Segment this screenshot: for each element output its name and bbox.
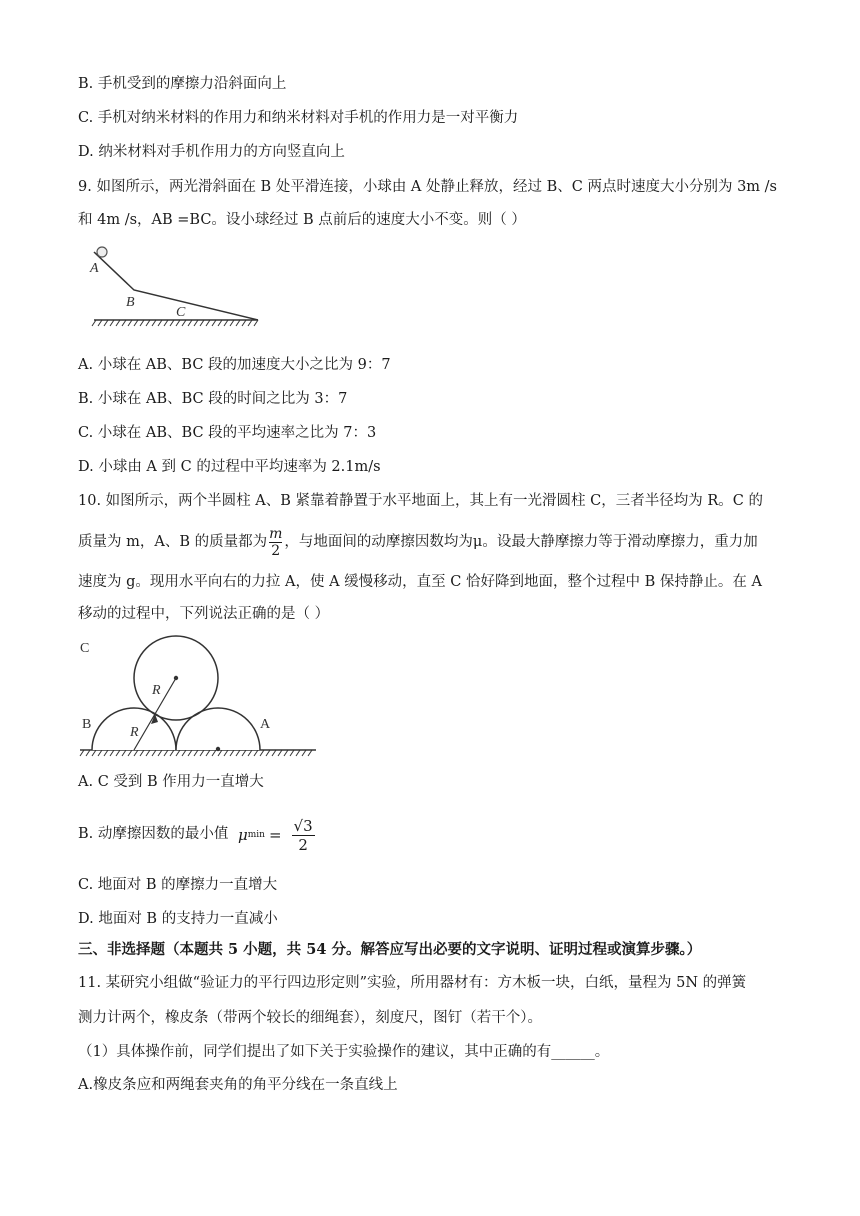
q10-option-b: B. 动摩擦因数的最小值 [78,826,229,842]
q9-option-d: D. 小球由 A 到 C 的过程中平均速率为 2.1m/s [78,459,381,475]
q10-stem-line3: 速度为 g。现用水平向右的力拉 A，使 A 缓慢移动，直至 C 恰好降到地面，整个过程中 B 保持静止。在 A [78,574,762,590]
q8-option-d: D. 纳米材料对手机作用力的方向竖直向上 [78,144,345,160]
sqrt-denominator: 2 [298,835,308,854]
ground-hatching [92,320,258,326]
q9-option-a: A. 小球在 AB、BC 段的加速度大小之比为 9：7 [78,357,391,373]
label-a: A [90,261,99,276]
label-b: B [82,717,92,732]
q10-stem-line1: 10. 如图所示，两个半圆柱 A、B 紧靠着静置于水平地面上，其上有一光滑圆柱 C，三者半径均为 R。C 的 [78,493,763,509]
q11-stem-line1: 11. 某研究小组做“验证力的平行四边形定则”实验，所用器材有：方木板一块，白纸，量程为 5N 的弹簧 [78,975,747,991]
q10-option-a: A. C 受到 B 作用力一直增大 [78,774,264,790]
sqrt-numerator: √3 [293,816,313,835]
label-a: A [260,717,271,732]
ground-hatching [80,750,312,756]
q9-stem-line2: 和 4m /s，AB =BC。设小球经过 B 点前后的速度大小不变。则（ ） [78,212,526,228]
q10-stem2-pre: 质量为 m，A、B 的质量都为 [78,534,268,550]
fraction-numerator: m [269,525,283,542]
label-c: C [176,305,186,320]
label-c: C [80,641,90,656]
q11-stem-line2: 测力计两个，橡皮条（带两个较长的细绳套），刻度尺，图钉（若干个）。 [78,1010,542,1026]
q10-stem2-post: ，与地面间的动摩擦因数均为μ。设最大静摩擦力等于滑动摩擦力，重力加 [284,534,758,550]
section3-heading: 三、非选择题（本题共 5 小题，共 54 分。解答应写出必要的文字说明、证明过程或演算步骤。） [78,941,702,958]
sqrt-fraction [292,817,315,854]
center-a-dot [216,747,220,751]
q10-option-c: C. 地面对 B 的摩擦力一直增大 [78,877,278,893]
q9-stem-line1: 9. 如图所示，两光滑斜面在 B 处平滑连接，小球由 A 处静止释放，经过 B、C 两点时速度大小分别为 3m /s [78,179,777,195]
label-b: B [126,295,135,310]
q9-incline-figure [80,240,270,335]
q9-option-c: C. 小球在 AB、BC 段的平均速率之比为 7：3 [78,425,377,441]
q8-option-b: B. 手机受到的摩擦力沿斜面向上 [78,76,287,92]
ball [97,247,107,257]
label-r-lower: R [130,725,139,740]
q8-option-c: C. 手机对纳米材料的作用力和纳米材料对手机的作用力是一对平衡力 [78,110,519,126]
q10-stem-line2 [78,520,790,564]
mu-subscript: min [247,830,265,840]
q10-option-d: D. 地面对 B 的支持力一直减小 [78,911,278,927]
equals-sign: = [268,826,282,844]
q10-cylinders-figure [74,632,324,762]
q11-option-a: A.橡皮条应和两绳套夹角的角平分线在一条直线上 [78,1077,398,1093]
q11-sub-question-1: （1）具体操作前，同学们提出了如下关于实验操作的建议，其中正确的有______。 [78,1044,610,1060]
label-r-upper: R [152,683,161,698]
mass-fraction [269,526,282,559]
q10-stem-line4: 移动的过程中，下列说法正确的是（ ） [78,606,330,622]
q9-option-b: B. 小球在 AB、BC 段的时间之比为 3：7 [78,391,348,407]
fraction-denominator: 2 [269,542,282,559]
half-cylinder-a [176,708,260,750]
mu-symbol: μ [238,826,248,844]
mu-min-formula [238,810,315,860]
